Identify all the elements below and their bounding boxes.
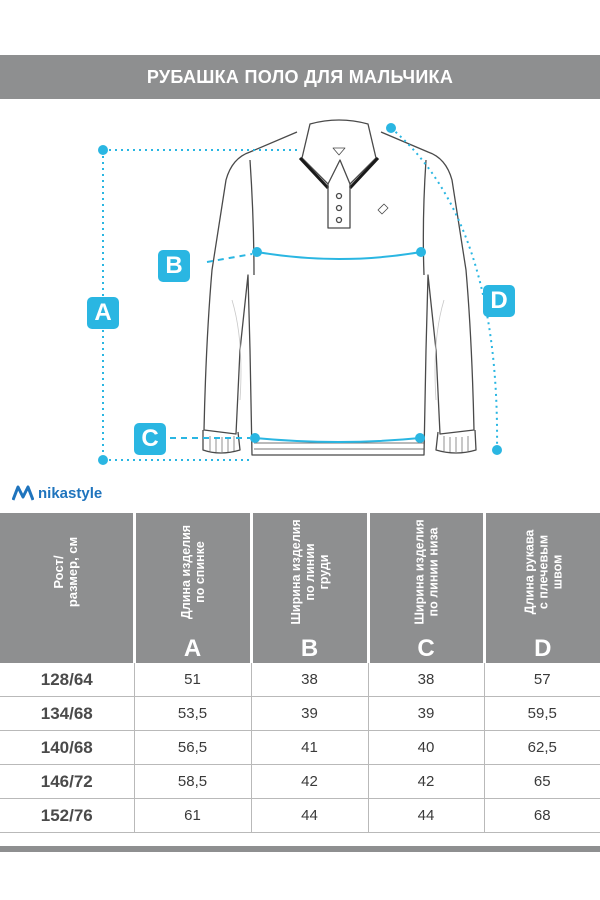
value-cell: 62,5: [484, 731, 600, 765]
value-cell: 44: [251, 799, 368, 833]
header-size: [0, 512, 134, 664]
header-label: Ширина изделия по линии груди: [288, 519, 331, 625]
size-table: [0, 510, 600, 833]
badge-c: C: [134, 423, 166, 455]
value-cell: 42: [251, 765, 368, 799]
header-length: [134, 512, 251, 664]
header-letter: D: [534, 635, 552, 662]
header-label: Рост/ размер, см: [51, 536, 81, 608]
header-label: Длина изделия по спинке: [178, 524, 207, 620]
value-cell: 65: [484, 765, 600, 799]
brand-name: nikastyle: [38, 484, 103, 502]
header-label: Ширина изделия по линии низа: [412, 519, 440, 625]
value-cell: 53,5: [134, 697, 251, 731]
size-cell: 146/72: [0, 765, 134, 799]
value-cell: 41: [251, 731, 368, 765]
header-letter: B: [300, 635, 319, 662]
top-margin: [0, 0, 600, 55]
value-cell: 59,5: [484, 697, 600, 731]
badge-d: D: [483, 285, 515, 317]
header-hem-width: [368, 512, 484, 664]
table-header-row: [0, 512, 600, 664]
table-row: [0, 663, 600, 697]
size-cell: 134/68: [0, 697, 134, 731]
value-cell: 44: [368, 799, 484, 833]
table-row: [0, 731, 600, 765]
value-cell: 58,5: [134, 765, 251, 799]
nikastyle-logo-icon: [12, 484, 34, 502]
value-cell: 57: [484, 663, 600, 697]
header-letter: [0, 635, 133, 663]
size-cell: 152/76: [0, 799, 134, 833]
table-row: [0, 765, 600, 799]
bottom-bar: [0, 846, 600, 852]
value-cell: 51: [134, 663, 251, 697]
badge-b: B: [158, 250, 190, 282]
table-row: [0, 799, 600, 833]
header-sleeve-length: [484, 512, 600, 664]
page-title: РУБАШКА ПОЛО ДЛЯ МАЛЬЧИКА: [146, 67, 454, 87]
header-letter: C: [417, 635, 435, 662]
value-cell: 39: [251, 697, 368, 731]
value-cell: 68: [484, 799, 600, 833]
badge-a: A: [87, 297, 119, 329]
value-cell: 38: [251, 663, 368, 697]
title-bar: [0, 55, 600, 99]
value-cell: 39: [368, 697, 484, 731]
value-cell: 56,5: [134, 731, 251, 765]
header-chest-width: [251, 512, 368, 664]
header-letter: A: [183, 635, 202, 662]
value-cell: 40: [368, 731, 484, 765]
brand: [12, 482, 102, 504]
value-cell: 42: [368, 765, 484, 799]
measurement-diagram: [0, 100, 600, 475]
size-cell: 140/68: [0, 731, 134, 765]
header-label: Длина рукава с плечевым швом: [521, 529, 564, 615]
value-cell: 38: [368, 663, 484, 697]
table-row: [0, 697, 600, 731]
value-cell: 61: [134, 799, 251, 833]
size-cell: 128/64: [0, 663, 134, 697]
